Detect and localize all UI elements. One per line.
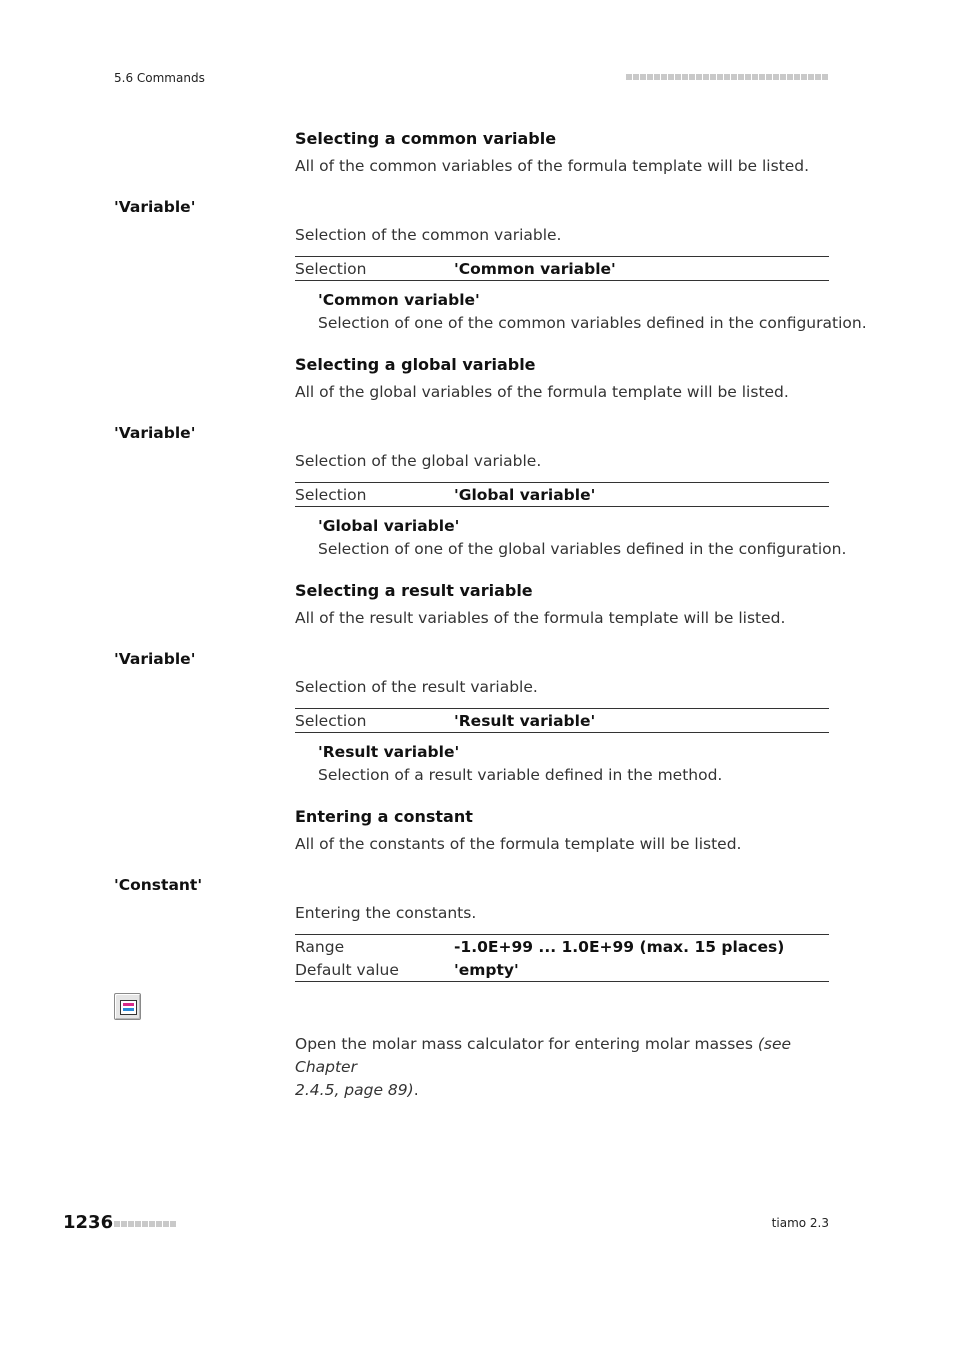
section-intro: All of the constants of the formula template will be listed. <box>295 835 742 853</box>
table-row <box>295 483 829 506</box>
footer-decoration <box>114 1221 176 1227</box>
option-title: 'Result variable' <box>318 743 460 761</box>
param-label: 'Variable' <box>114 424 196 442</box>
param-description: Selection of the result variable. <box>295 678 538 696</box>
section-heading: Selecting a common variable <box>295 129 557 148</box>
table-value: -1.0E+99 ... 1.0E+99 (max. 15 places) <box>454 937 785 956</box>
option-title: 'Common variable' <box>318 291 480 309</box>
molar-mass-calculator-icon <box>120 1000 137 1015</box>
table-key: Range <box>295 937 345 956</box>
option-title: 'Global variable' <box>318 517 460 535</box>
header-decoration <box>626 74 828 80</box>
section-intro: All of the common variables of the formula template will be listed. <box>295 157 810 175</box>
table-key: Selection <box>295 259 367 278</box>
table-value: 'Global variable' <box>454 485 596 504</box>
section-heading: Entering a constant <box>295 807 473 826</box>
table-row <box>295 958 829 981</box>
table-key: Selection <box>295 485 367 504</box>
molar-mass-calculator-button[interactable] <box>114 993 141 1020</box>
table-key: Selection <box>295 711 367 730</box>
section-heading: Selecting a result variable <box>295 581 533 600</box>
param-table <box>295 256 829 281</box>
chapter-reference-part2[interactable]: 2.4.5, page 89) <box>295 1081 414 1099</box>
section-intro: All of the result variables of the formula template will be listed. <box>295 609 786 627</box>
param-label: 'Variable' <box>114 198 196 216</box>
param-table <box>295 934 829 982</box>
table-value: 'Result variable' <box>454 711 596 730</box>
param-table <box>295 482 829 507</box>
param-description: Entering the constants. <box>295 904 477 922</box>
param-table <box>295 708 829 733</box>
section-heading: Selecting a global variable <box>295 355 536 374</box>
option-description: Selection of one of the common variables defined in the configuration. <box>318 314 867 332</box>
page-number: 1236 <box>63 1212 114 1233</box>
section-intro: All of the global variables of the formula template will be listed. <box>295 383 789 401</box>
calculator-description: Open the molar mass calculator for entering molar masses (see Chapter 2.4.5, page 89). <box>295 1035 792 1099</box>
param-label: 'Constant' <box>114 876 203 894</box>
calculator-text: Open the molar mass calculator for entering molar masses <box>295 1035 758 1053</box>
running-header-section: 5.6 Commands <box>114 71 205 85</box>
param-description: Selection of the common variable. <box>295 226 562 244</box>
param-label: 'Variable' <box>114 650 196 668</box>
table-row <box>295 709 829 732</box>
option-description: Selection of one of the global variables defined in the configuration. <box>318 540 847 558</box>
table-row <box>295 257 829 280</box>
param-description: Selection of the global variable. <box>295 452 542 470</box>
chapter-reference-part1[interactable]: (see Chapter <box>295 1035 792 1076</box>
table-key: Default value <box>295 960 399 979</box>
table-row <box>295 935 829 958</box>
product-name: tiamo 2.3 <box>771 1216 829 1230</box>
option-description: Selection of a result variable defined in the method. <box>318 766 723 784</box>
table-value: 'empty' <box>454 960 519 979</box>
table-value: 'Common variable' <box>454 259 616 278</box>
